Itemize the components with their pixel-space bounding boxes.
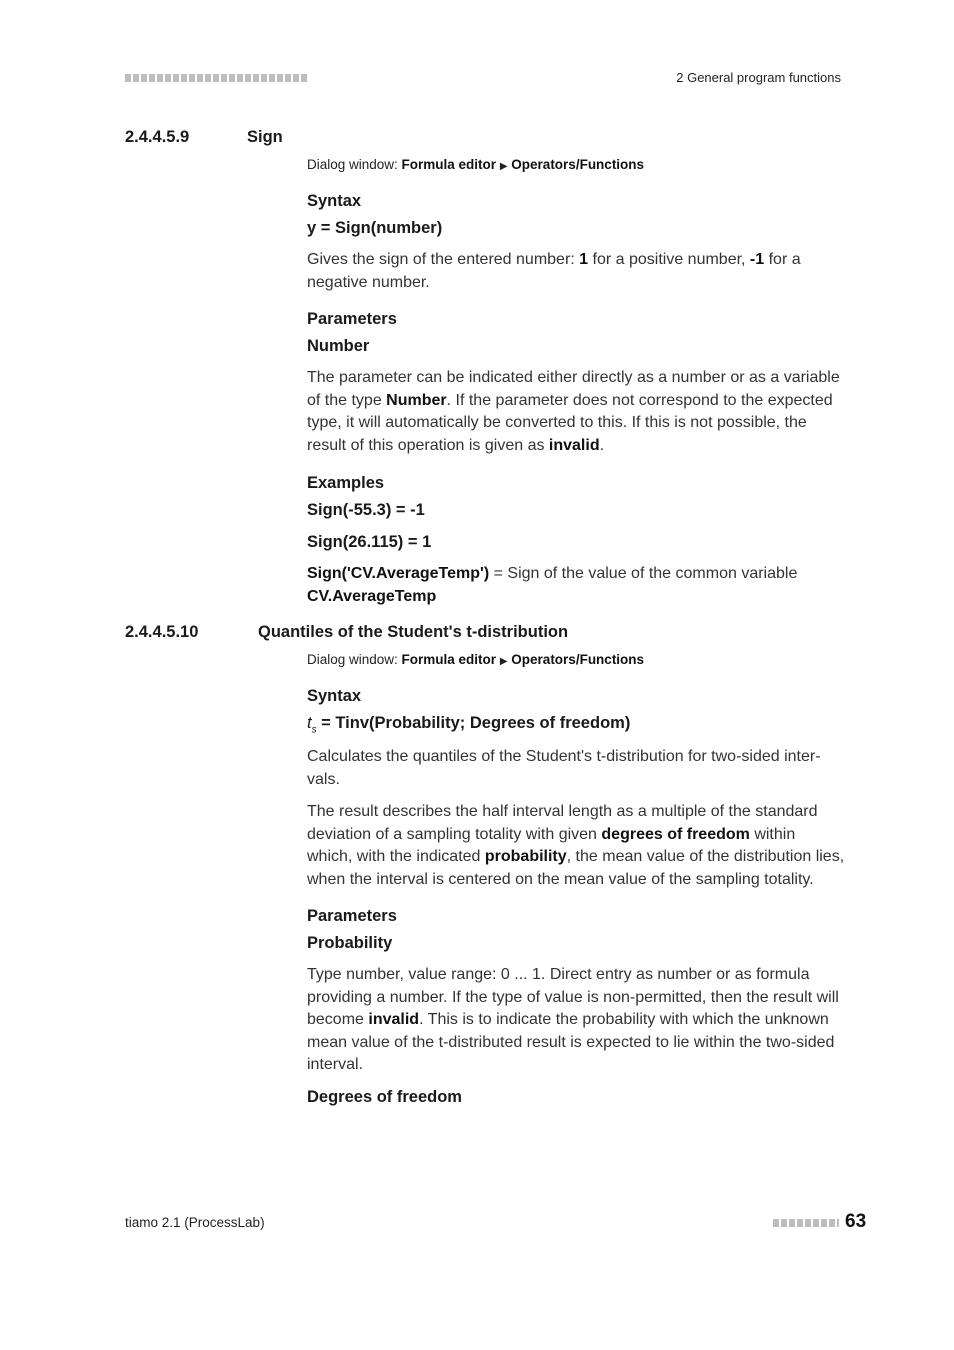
parameters-label: Parameters (307, 310, 397, 328)
path-arrow-icon: ▶ (499, 656, 508, 667)
sign-parameters-block (307, 308, 845, 357)
path-arrow-icon: ▶ (499, 161, 508, 172)
sign-examples-block (307, 472, 845, 553)
examples-label: Examples (307, 474, 385, 492)
example-3: Sign('CV.AverageTemp') = Sign of the value of the common variable CV.AverageTemp (307, 565, 798, 605)
dialog-path-formula-editor: Formula editor (401, 157, 497, 172)
page-number: 63 (845, 1211, 867, 1232)
parameter-name-number: Number (307, 337, 370, 355)
section-number: 2.4.4.5.9 (125, 128, 190, 146)
footer-product-name: tiamo 2.1 (ProcessLab) (125, 1215, 265, 1230)
section-heading-sign (125, 128, 725, 152)
section-heading-t-distribution (125, 623, 825, 647)
dialog-window-path (307, 652, 644, 667)
syntax-formula: $t_s$ = Tinv(Probability; Degrees of freedom) (307, 714, 631, 736)
syntax-label: Syntax (307, 192, 362, 210)
parameter-name-degrees-of-freedom: Degrees of freedom (307, 1088, 462, 1106)
section-title: Sign (247, 128, 283, 146)
dialog-path-operators: Operators/Functions (511, 157, 645, 172)
example-2: Sign(26.115) = 1 (307, 533, 432, 551)
running-header-title: 2 General program functions (676, 70, 841, 85)
syntax-label: Syntax (307, 687, 362, 705)
tinv-syntax-block (307, 685, 845, 741)
syntax-formula: y = Sign(number) (307, 219, 443, 237)
parameters-label: Parameters (307, 907, 397, 925)
dialog-path-formula-editor: Formula editor (401, 652, 497, 667)
sign-description: Gives the sign of the entered number: 1 for a positive number, -1 for a negative number. (307, 251, 801, 291)
header-dots-decoration (125, 74, 307, 82)
dialog-path-operators: Operators/Functions (511, 652, 645, 667)
parameter-name-probability: Probability (307, 934, 393, 952)
tinv-parameters-block (307, 905, 845, 954)
sign-syntax-block (307, 190, 845, 239)
dialog-window-path (307, 157, 644, 172)
tinv-description-1: Calculates the quantiles of the Student's t-distribution for two-sided inter-vals. (307, 748, 821, 788)
dialog-prefix: Dialog window: (307, 652, 402, 667)
tinv-description-2: The result describes the half interval length as a multiple of the standard deviation of a sampling totality with given degrees of freedom within which, with the indicated probability, the mean value of the distribution lies, when the interval is centered on the mean value of the sampling totality. (307, 803, 845, 888)
dialog-prefix: Dialog window: (307, 157, 402, 172)
footer-dots-decoration (773, 1219, 839, 1227)
example-1: Sign(-55.3) = -1 (307, 501, 425, 519)
parameter-description-number: The parameter can be indicated either directly as a number or as a variable of the type Number. If the parameter does not correspond to the expected type, it will automatically be converted to this. If this is not possible, the result of this operation is given as invalid. (307, 369, 840, 454)
parameter-description-probability: Type number, value range: 0 ... 1. Direct entry as number or as formula providing a number. If the type of value is non-permitted, then the result will become invalid. This is to indicate the probability with which the unknown mean value of the t-distributed result is expected to lie within the two-sided interval. (307, 966, 839, 1074)
section-number: 2.4.4.5.10 (125, 623, 199, 641)
section-title: Quantiles of the Student's t-distribution (258, 623, 569, 641)
